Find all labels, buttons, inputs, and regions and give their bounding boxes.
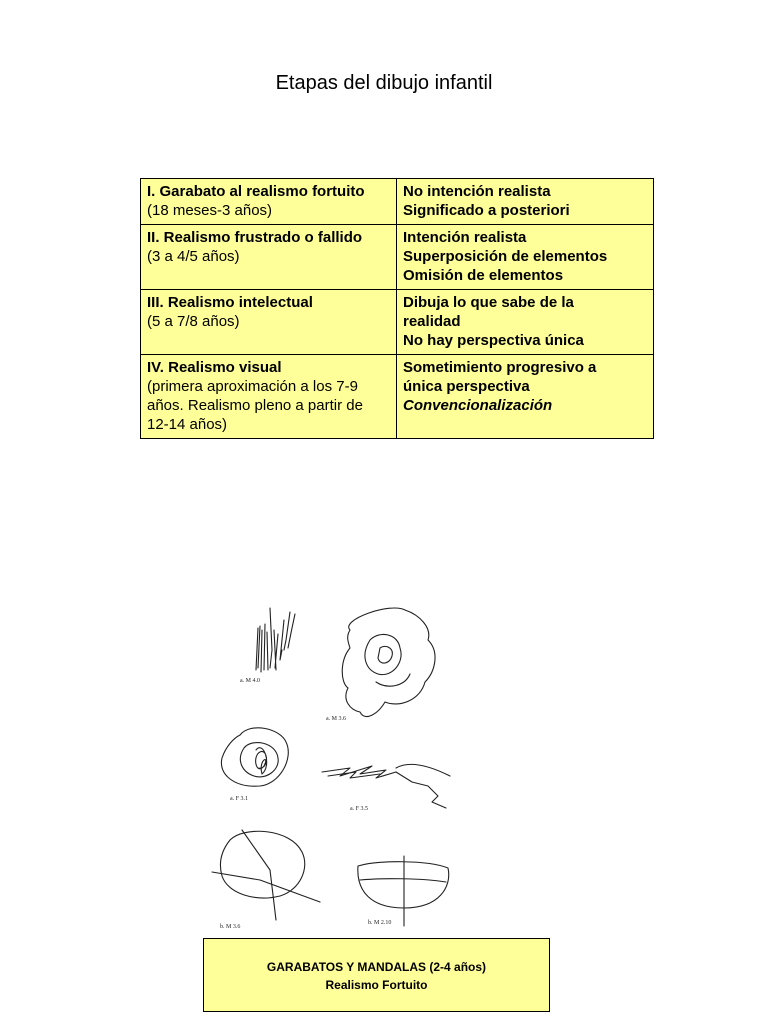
page-title: Etapas del dibujo infantil [275, 72, 493, 94]
scribble-vertical-strokes [256, 608, 295, 672]
features-cell [397, 179, 654, 225]
stage-cell [141, 225, 397, 290]
feature-line: única perspectiva [403, 378, 530, 395]
sketch-label: a. F 3.1 [230, 796, 248, 802]
scribble-bowl [358, 856, 449, 926]
scribble-horizontal-zigzag [322, 764, 450, 808]
stage-age: (3 a 4/5 años) [147, 248, 240, 265]
stage-cell [141, 290, 397, 355]
stage-cell [141, 179, 397, 225]
caption-box [203, 938, 550, 1012]
sketch-label: b. M 3.6 [220, 924, 241, 930]
table-row [141, 225, 654, 290]
sketch-label: a. F 3.5 [350, 806, 368, 812]
feature-line: No hay perspectiva única [403, 332, 584, 349]
table-row [141, 290, 654, 355]
feature-line: Omisión de elementos [403, 267, 564, 284]
children-scribbles-illustration [200, 590, 462, 935]
feature-line: Dibuja lo que sabe de la [403, 294, 574, 311]
stage-age: años. Realismo pleno a partir de [147, 397, 363, 414]
feature-line: Intención realista [403, 229, 527, 246]
sketch-label: a. M 3.6 [326, 716, 346, 722]
feature-line: realidad [403, 313, 461, 330]
features-cell [397, 355, 654, 439]
sketch-label: b. M 2.10 [368, 920, 392, 926]
stage-name: IV. Realismo visual [147, 359, 282, 376]
scribble-circles [221, 728, 288, 786]
stage-name: III. Realismo intelectual [147, 294, 313, 311]
stage-age: (5 a 7/8 años) [147, 313, 240, 330]
stage-age: (primera aproximación a los 7-9 [147, 378, 358, 395]
caption-subtitle: Realismo Fortuito [325, 978, 428, 992]
stages-table [140, 178, 654, 439]
sketch-label: a. M 4.0 [240, 678, 260, 684]
scribble-circle-crossed [212, 830, 320, 920]
table-row [141, 355, 654, 439]
feature-line-italic: Convencionalización [403, 397, 553, 414]
stage-name: I. Garabato al realismo fortuito [147, 183, 365, 200]
feature-line: No intención realista [403, 183, 551, 200]
stage-cell [141, 355, 397, 439]
table-row [141, 179, 654, 225]
stage-name: II. Realismo frustrado o fallido [147, 229, 363, 246]
stage-age: (18 meses-3 años) [147, 202, 273, 219]
features-cell [397, 290, 654, 355]
features-cell [397, 225, 654, 290]
stage-age: 12-14 años) [147, 416, 228, 433]
caption-title: GARABATOS Y MANDALAS (2-4 años) [266, 960, 487, 974]
scribble-loop-blob [342, 608, 435, 717]
feature-line: Sometimiento progresivo a [403, 359, 597, 376]
feature-line: Superposición de elementos [403, 248, 608, 265]
feature-line: Significado a posteriori [403, 202, 570, 219]
